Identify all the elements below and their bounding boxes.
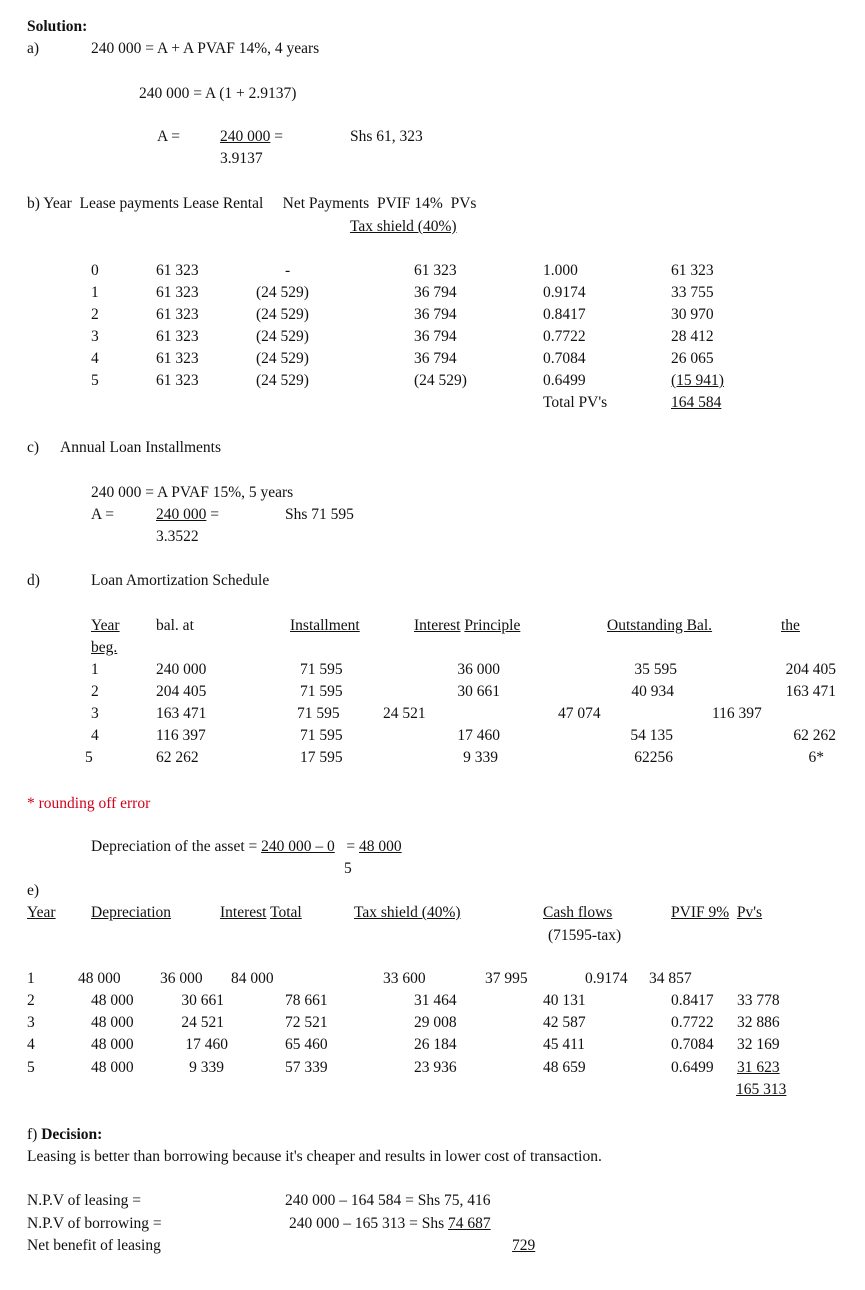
amort-header-interest: Interest (414, 617, 461, 634)
e-total: 78 661 (285, 992, 328, 1009)
part-c-fraction-top (156, 505, 219, 525)
amort-outstanding: 116 397 (712, 705, 762, 722)
amort-principle: 40 934 (631, 683, 674, 700)
net-benefit-label: Net benefit of leasing (27, 1237, 161, 1254)
npv-leasing-label: N.P.V of leasing = (27, 1192, 141, 1209)
e-header-total: Total (270, 904, 302, 921)
part-a-line1: 240 000 = A + A PVAF 14%, 4 years (91, 40, 320, 57)
net-payment: 36 794 (414, 350, 457, 367)
e-total: 57 339 (285, 1059, 328, 1076)
e-total: 72 521 (285, 1014, 328, 1031)
e-tax: 29 008 (414, 1014, 457, 1031)
e-tax: 23 936 (414, 1059, 457, 1076)
lease-year: 0 (91, 262, 99, 279)
amort-installment: 71 595 (300, 661, 343, 678)
part-d-title: Loan Amortization Schedule (91, 572, 270, 589)
depreciation-denominator: 5 (344, 860, 352, 877)
e-year: 3 (27, 1014, 35, 1031)
lease-year: 4 (91, 350, 99, 367)
lease-payment: 61 323 (156, 306, 199, 323)
part-c-label: c) (27, 439, 40, 456)
amort-interest: 17 460 (457, 727, 500, 744)
lease-year: 5 (91, 372, 99, 389)
e-pv: 33 778 (737, 992, 780, 1009)
e-pv: 32 886 (737, 1014, 780, 1031)
e-interest: 30 661 (181, 992, 224, 1009)
e-header-tax: Tax shield (40%) (354, 904, 461, 921)
rounding-note: * rounding off error (27, 795, 151, 812)
part-c-title: Annual Loan Installments (60, 439, 221, 456)
npv-borrowing-prefix: 240 000 – 165 313 = Shs (289, 1215, 449, 1232)
decision-title: Decision: (41, 1126, 103, 1143)
amort-installment: 71 595 (297, 705, 340, 722)
e-pv: 34 857 (649, 970, 692, 987)
part-a-numerator: 240 000 (220, 128, 271, 145)
e-pvif: 0.7084 (671, 1036, 714, 1053)
lease-rental: (24 529) (256, 284, 309, 301)
e-pvif: 0.8417 (671, 992, 714, 1009)
part-a-a-eq: A = (157, 128, 180, 145)
e-total: 84 000 (231, 970, 274, 987)
lease-payment: 61 323 (156, 350, 199, 367)
e-year: 2 (27, 992, 35, 1009)
part-f-label: f) (27, 1126, 38, 1143)
amort-bal: 116 397 (156, 727, 206, 744)
e-tax: 31 464 (414, 992, 457, 1009)
pvif: 0.9174 (543, 284, 586, 301)
decision-text: Leasing is better than borrowing because it's cheaper and results in lower cost of transaction. (27, 1148, 602, 1165)
e-tax: 33 600 (383, 970, 426, 987)
e-header-interest-total (220, 903, 302, 923)
e-header-interest: Interest (220, 904, 267, 921)
e-total: 65 460 (285, 1036, 328, 1053)
part-f-heading (27, 1125, 102, 1145)
amort-year: 5 (85, 749, 93, 766)
part-e-label: e) (27, 882, 40, 899)
lease-payment: 61 323 (156, 372, 199, 389)
e-depreciation: 48 000 (91, 1014, 134, 1031)
part-a-result: Shs 61, 323 (350, 128, 423, 145)
amort-year: 3 (91, 705, 99, 722)
lease-rental: (24 529) (256, 306, 309, 323)
e-pv: 31 623 (737, 1059, 780, 1076)
e-depreciation: 48 000 (91, 1059, 134, 1076)
amort-header-bal: bal. at (156, 617, 194, 634)
net-benefit-value: 729 (512, 1237, 536, 1254)
amort-outstanding: 204 405 (785, 661, 836, 678)
total-pv-value: 164 584 (671, 394, 722, 411)
pvif: 0.6499 (543, 372, 586, 389)
lease-year: 3 (91, 328, 99, 345)
part-b-header: b) Year Lease payments Lease Rental Net Payments PVIF 14% PVs (27, 195, 477, 212)
pvif: 0.7084 (543, 350, 586, 367)
part-c-result: Shs 71 595 (285, 506, 354, 523)
amort-header-the: the (781, 617, 800, 634)
amort-interest: 24 521 (383, 705, 426, 722)
amort-header-outstanding: Outstanding Bal. (607, 617, 713, 634)
amort-bal: 204 405 (156, 683, 207, 700)
part-a-label: a) (27, 40, 40, 57)
e-header-pvif-pvs (671, 903, 762, 923)
e-cash: 45 411 (543, 1036, 586, 1053)
amort-bal: 62 262 (156, 749, 199, 766)
amort-year: 2 (91, 683, 99, 700)
total-pv-label: Total PV's (543, 394, 608, 411)
e-depreciation: 48 000 (91, 1036, 134, 1053)
lease-rental: - (285, 262, 291, 279)
lease-year: 2 (91, 306, 99, 323)
depreciation-label: Depreciation of the asset = (91, 838, 262, 855)
net-payment: 36 794 (414, 328, 457, 345)
e-interest: 24 521 (181, 1014, 224, 1031)
part-a-fraction-top (220, 127, 283, 147)
e-cash: 48 659 (543, 1059, 586, 1076)
e-pv: 32 169 (737, 1036, 780, 1053)
part-a-equals: = (274, 128, 283, 145)
e-year: 1 (27, 970, 35, 987)
amort-year: 4 (91, 727, 99, 744)
amort-outstanding: 62 262 (793, 727, 836, 744)
net-payment: (24 529) (414, 372, 467, 389)
amort-installment: 17 595 (300, 749, 343, 766)
amort-header-installment: Installment (290, 617, 360, 634)
e-header-cash: Cash flows (543, 904, 613, 921)
lease-year: 1 (91, 284, 99, 301)
pv: 33 755 (671, 284, 714, 301)
net-payment: 61 323 (414, 262, 457, 279)
amort-principle: 62256 (634, 749, 673, 766)
pv: 28 412 (671, 328, 714, 345)
lease-rental: (24 529) (256, 372, 309, 389)
amort-bal: 240 000 (156, 661, 207, 678)
e-pvif: 0.7722 (671, 1014, 714, 1031)
e-cash: 40 131 (543, 992, 586, 1009)
lease-payment: 61 323 (156, 328, 199, 345)
lease-rental: (24 529) (256, 328, 309, 345)
amort-interest: 30 661 (457, 683, 500, 700)
amort-installment: 71 595 (300, 683, 343, 700)
solution-heading: Solution: (27, 18, 88, 35)
npv-leasing-value: 240 000 – 164 584 = Shs 75, 416 (285, 1192, 491, 1209)
e-total-pv: 165 313 (736, 1081, 787, 1098)
e-interest: 9 339 (189, 1059, 224, 1076)
net-payment: 36 794 (414, 306, 457, 323)
pv: 30 970 (671, 306, 714, 323)
part-b-subheader: Tax shield (40%) (350, 218, 457, 235)
amort-interest: 36 000 (457, 661, 500, 678)
e-header-pvs: Pv's (736, 904, 763, 921)
pvif: 1.000 (543, 262, 578, 279)
e-cash: 37 995 (485, 970, 528, 987)
depreciation-equals: = (346, 838, 356, 855)
pv: 26 065 (671, 350, 714, 367)
lease-payment: 61 323 (156, 284, 199, 301)
e-interest: 36 000 (160, 970, 203, 987)
amort-principle: 54 135 (630, 727, 673, 744)
e-header-pvif: PVIF 9% (671, 904, 730, 921)
part-c-numerator: 240 000 (156, 506, 207, 523)
part-a-line2: 240 000 = A (1 + 2.9137) (139, 85, 297, 102)
e-header-depreciation: Depreciation (91, 904, 172, 921)
amort-header-principle: Principle (464, 617, 521, 634)
part-c-equals: = (210, 506, 219, 523)
net-payment: 36 794 (414, 284, 457, 301)
e-year: 5 (27, 1059, 35, 1076)
part-c-denominator: 3.3522 (156, 528, 199, 545)
amort-principle: 35 595 (634, 661, 677, 678)
npv-borrowing-label: N.P.V of borrowing = (27, 1215, 162, 1232)
e-pvif: 0.9174 (585, 970, 628, 987)
depreciation-result: 48 000 (359, 838, 402, 855)
amort-header-interest-principle (414, 616, 520, 636)
amort-header-year: Year (91, 617, 120, 634)
part-a-denominator: 3.9137 (220, 150, 263, 167)
amort-bal: 163 471 (156, 705, 207, 722)
depreciation-line (91, 837, 402, 857)
depreciation-numerator: 240 000 – 0 (261, 838, 335, 855)
part-d-label: d) (27, 572, 40, 589)
pvif: 0.8417 (543, 306, 586, 323)
e-header-year: Year (27, 904, 56, 921)
pv: (15 941) (671, 372, 724, 389)
amort-outstanding: 6* (808, 749, 824, 766)
amort-principle: 47 074 (558, 705, 601, 722)
amort-year: 1 (91, 661, 99, 678)
e-interest: 17 460 (185, 1036, 228, 1053)
e-depreciation: 48 000 (78, 970, 121, 987)
amort-installment: 71 595 (300, 727, 343, 744)
npv-borrowing-amount: 74 687 (448, 1215, 491, 1232)
lease-rental: (24 529) (256, 350, 309, 367)
part-c-line1: 240 000 = A PVAF 15%, 5 years (91, 484, 294, 501)
e-tax: 26 184 (414, 1036, 457, 1053)
amort-outstanding: 163 471 (785, 683, 836, 700)
part-c-a-eq: A = (91, 506, 114, 523)
e-depreciation: 48 000 (91, 992, 134, 1009)
e-year: 4 (27, 1036, 35, 1053)
amort-header-beg: beg. (91, 639, 118, 656)
npv-borrowing-value (289, 1214, 491, 1234)
lease-payment: 61 323 (156, 262, 199, 279)
e-cash: 42 587 (543, 1014, 586, 1031)
pv: 61 323 (671, 262, 714, 279)
amort-interest: 9 339 (463, 749, 498, 766)
e-header-cash-sub: (71595-tax) (548, 927, 622, 944)
e-pvif: 0.6499 (671, 1059, 714, 1076)
pvif: 0.7722 (543, 328, 586, 345)
